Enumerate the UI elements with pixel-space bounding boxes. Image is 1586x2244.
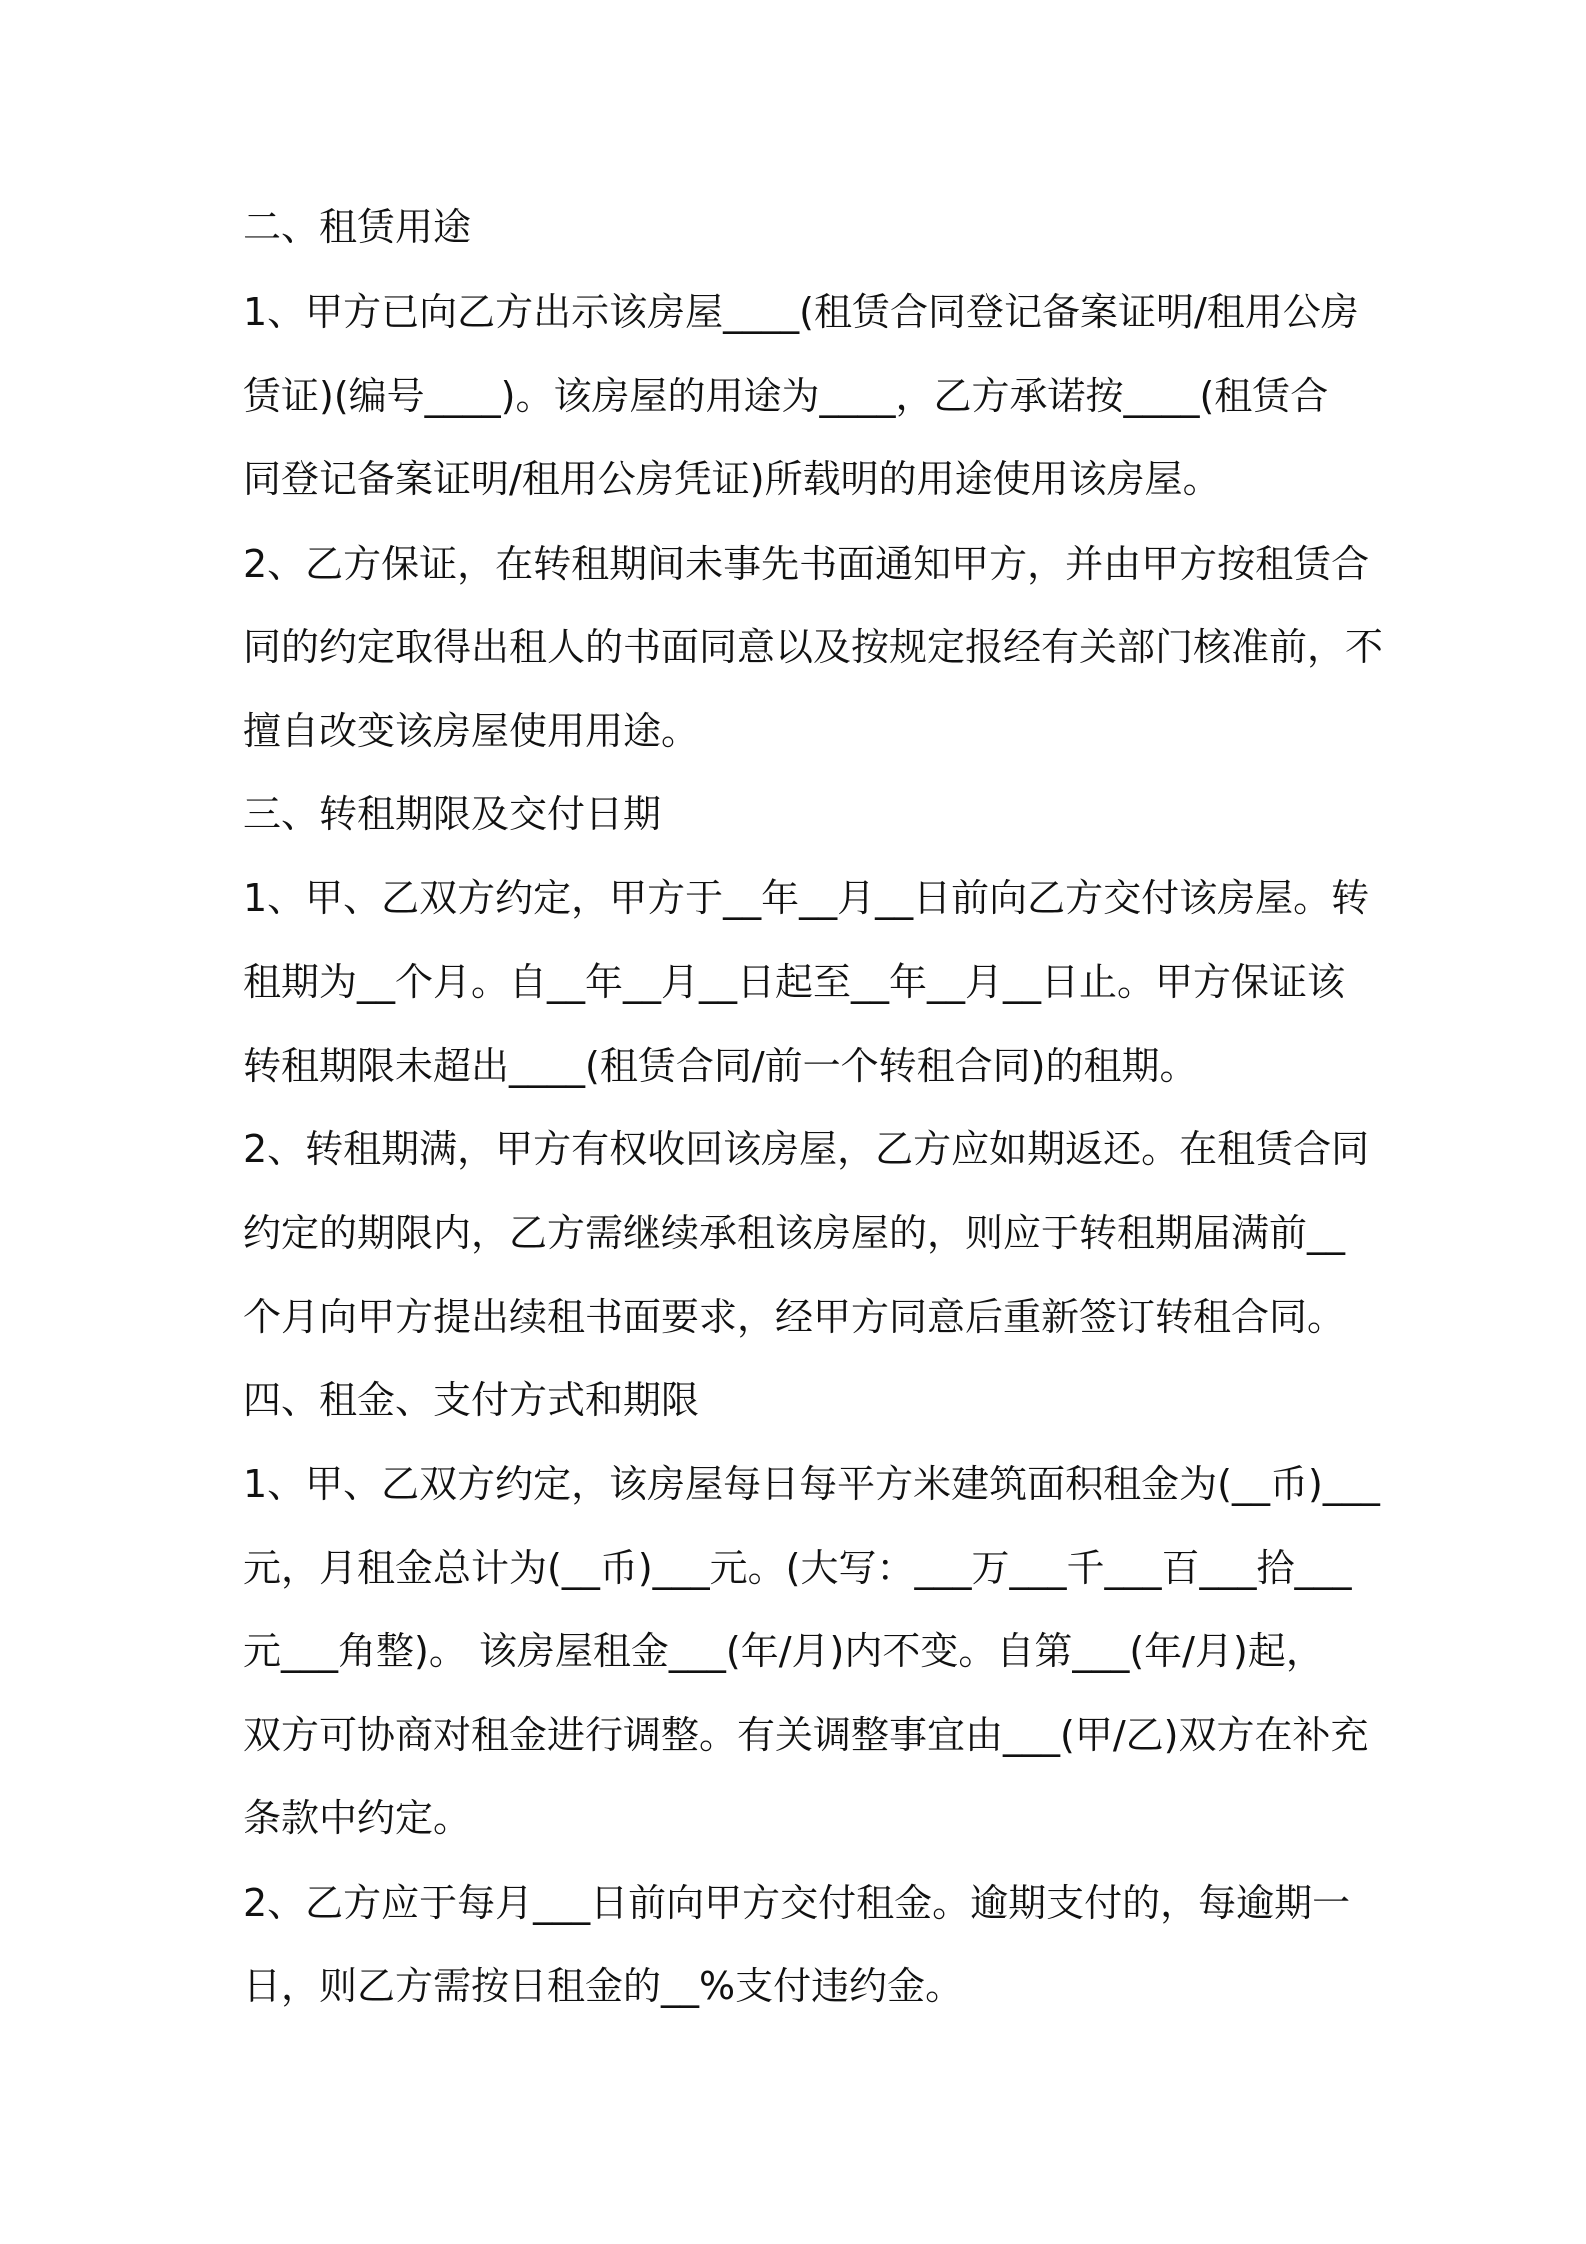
section-4-clause-1-line-3: 元___角整)。 该房屋租金___(年/月)内不变。自第___(年/月)起， [243, 1629, 1324, 1673]
section-4-clause-1-line-2: 元，月租金总计为(__币)___元。(大写：___万___千___百___拾___ [243, 1546, 1352, 1590]
section-3-clause-2-line-2: 约定的期限内，乙方需继续承租该房屋的，则应于转租期届满前__ [243, 1211, 1346, 1255]
section-4-clause-2-line-2: 日，则乙方需按日租金的__%支付违约金。 [243, 1964, 964, 2008]
section-2-heading: 二、租赁用途 [243, 205, 472, 249]
section-3-heading: 三、转租期限及交付日期 [243, 792, 662, 836]
section-3-clause-1-line-3: 转租期限未超出____(租赁合同/前一个转租合同)的租期。 [243, 1044, 1198, 1088]
section-4-clause-2-line-1: 2、乙方应于每月___日前向甲方交付租金。逾期支付的，每逾期一 [243, 1881, 1351, 1925]
section-2-clause-1-line-1: 1、甲方已向乙方出示该房屋____(租赁合同登记备案证明/租用公房 [243, 290, 1359, 334]
section-2-clause-1-line-3: 同登记备案证明/租用公房凭证)所载明的用途使用该房屋。 [243, 457, 1221, 501]
section-4-clause-1-line-1: 1、甲、乙双方约定，该房屋每日每平方米建筑面积租金为(__币)___ [243, 1462, 1380, 1506]
section-2-clause-2-line-2: 同的约定取得出租人的书面同意以及按规定报经有关部门核准前，不 [243, 625, 1384, 669]
section-4-clause-1-line-5: 条款中约定。 [243, 1796, 472, 1840]
section-2-clause-2-line-3: 擅自改变该房屋使用用途。 [243, 709, 700, 753]
section-3-clause-1-line-2: 租期为__个月。自__年__月__日起至__年__月__日止。甲方保证该 [243, 960, 1346, 1004]
section-3-clause-2-line-3: 个月向甲方提出续租书面要求，经甲方同意后重新签订转租合同。 [243, 1295, 1346, 1339]
section-2-clause-2-line-1: 2、乙方保证，在转租期间未事先书面通知甲方，并由甲方按租赁合 [243, 542, 1370, 586]
section-4-heading: 四、租金、支付方式和期限 [243, 1378, 700, 1422]
section-4-clause-1-line-4: 双方可协商对租金进行调整。有关调整事宜由___(甲/乙)双方在补充 [243, 1713, 1369, 1757]
section-3-clause-1-line-1: 1、甲、乙双方约定，甲方于__年__月__日前向乙方交付该房屋。转 [243, 876, 1370, 920]
section-3-clause-2-line-1: 2、转租期满，甲方有权收回该房屋，乙方应如期返还。在租赁合同 [243, 1127, 1370, 1171]
section-2-clause-1-line-2: 赁证)(编号____)。该房屋的用途为____，乙方承诺按____(租赁合 [243, 374, 1329, 418]
